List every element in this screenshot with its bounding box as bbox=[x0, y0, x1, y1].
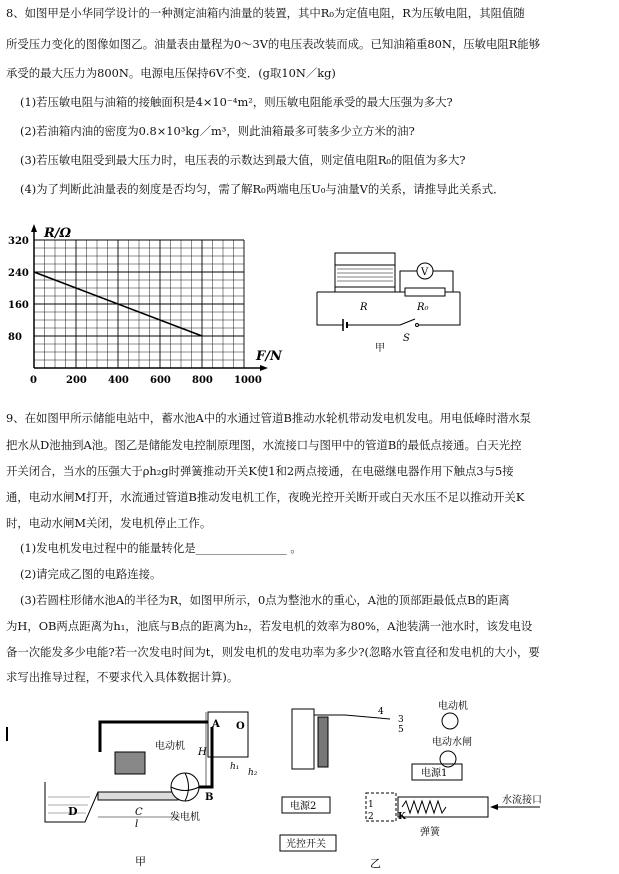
svg-text:电源2: 电源2 bbox=[290, 801, 317, 812]
svg-text:H: H bbox=[198, 747, 207, 758]
q9-sub-3c: 备一次能发多少电能?若一次发电时间为t，则发电机的发电功率为多少?(忽略水管直径和发电机的大小，要 bbox=[6, 645, 540, 659]
turbine bbox=[171, 773, 199, 801]
x-axis-label: F/N bbox=[256, 349, 282, 364]
pump-motor bbox=[115, 752, 145, 774]
svg-text:S: S bbox=[403, 333, 410, 344]
q8-sub-1: (1)若压敏电阻与油箱的接触面积是4×10⁻⁴m²，则压敏电阻能承受的最大压强为多大? bbox=[20, 95, 453, 109]
svg-text:4: 4 bbox=[378, 707, 384, 717]
q9-sub-3a: (3)若圆柱形储水池A的半径为R，如图甲所示，0点为整池水的重心，A池的顶部距最低点B的距离 bbox=[20, 593, 510, 607]
generator-label: 发电机 bbox=[170, 812, 200, 823]
pumped-storage-figure bbox=[40, 697, 270, 874]
motor-label: 电动机 bbox=[155, 741, 185, 752]
y-tick-label: 160 bbox=[8, 300, 29, 311]
q8-sub-2: (2)若油箱内油的密度为0.8×10³kg／m³，则此油箱最多可装多少立方米的油? bbox=[20, 124, 415, 138]
relay-coil bbox=[318, 717, 328, 767]
svg-text:D: D bbox=[68, 805, 78, 818]
pipe-C bbox=[98, 792, 178, 800]
svg-text:h₁: h₁ bbox=[230, 762, 240, 772]
svg-text:O: O bbox=[236, 721, 245, 732]
svg-text:l: l bbox=[135, 819, 139, 830]
electromagnet bbox=[292, 709, 314, 769]
q9-sub-3b: 为H，OB两点距离为h₁，池底与B点的距离为h₂，若发电机的效率为80%，A池装满一池水时，该发电设 bbox=[6, 619, 533, 633]
x-tick-label: 1000 bbox=[234, 375, 262, 386]
q9-line-3: 开关闭合，当水的压强大于ρh₂g时弹簧推动开关K使1和2两点接通，在电磁继电器作用下触点3与5接 bbox=[6, 464, 514, 478]
text-cursor bbox=[6, 727, 8, 741]
q8-sub-3: (3)若压敏电阻受到最大压力时，电压表的示数达到最大值，则定值电阻R₀的阻值为多大? bbox=[20, 153, 466, 167]
oil-hatching bbox=[337, 269, 393, 281]
q8-sub-4: (4)为了判断此油量表的刻度是否均匀，需了解R₀两端电压U₀与油量V的关系，请推导此关系式． bbox=[20, 182, 505, 196]
resistance-force-graph bbox=[0, 220, 300, 395]
x-tick-label: 200 bbox=[66, 375, 87, 386]
graph-grid bbox=[34, 240, 244, 368]
control-circuit-figure bbox=[270, 697, 615, 874]
svg-text:光控开关: 光控开关 bbox=[286, 839, 326, 850]
x-tick-label: 0 bbox=[30, 375, 37, 386]
svg-text:A: A bbox=[212, 719, 220, 730]
fig9a-caption: 甲 bbox=[135, 855, 146, 868]
fig9b-caption: 乙 bbox=[370, 857, 381, 870]
svg-text:V: V bbox=[421, 267, 429, 278]
q9-sub-3d: 求写出推导过程，不要求代入具体数据计算)。 bbox=[6, 670, 239, 684]
q9-line-5: 时，电动水闸M关闭，发电机停止工作。 bbox=[6, 516, 212, 530]
gate-label: 电动水闸 bbox=[432, 737, 472, 748]
q8-line-3: 承受的最大压力为800N。电源电压保持6V不变．(g取10N／kg) bbox=[6, 66, 336, 80]
x-tick-labels bbox=[30, 375, 262, 386]
label-R: R bbox=[360, 302, 368, 313]
y-tick-label: 80 bbox=[8, 332, 22, 343]
x-tick-label: 400 bbox=[108, 375, 129, 386]
motor-icon bbox=[442, 713, 458, 729]
svg-text:K: K bbox=[398, 812, 406, 822]
svg-text:C: C bbox=[135, 807, 143, 818]
spring bbox=[402, 801, 446, 813]
gate-icon bbox=[440, 751, 456, 767]
y-axis-arrow bbox=[31, 224, 37, 232]
inlet-label: 水流接口 bbox=[502, 795, 542, 806]
oil-tank-circuit-figure bbox=[305, 245, 475, 355]
q8-line-1: 8、如图甲是小华同学设计的一种测定油箱内油量的装置，其中R₀为定值电阻，R为压敏电阻，其阻值随 bbox=[6, 6, 525, 20]
motor-label: 电动机 bbox=[438, 701, 468, 712]
svg-text:h₂: h₂ bbox=[248, 768, 258, 778]
x-axis-arrow bbox=[260, 365, 268, 371]
label-R0: R₀ bbox=[417, 302, 429, 313]
q9-sub-1: (1)发电机发电过程中的能量转化是________________ 。 bbox=[20, 541, 302, 555]
svg-text:弹簧: 弹簧 bbox=[420, 827, 440, 838]
y-tick-label: 240 bbox=[8, 268, 29, 279]
x-tick-label: 800 bbox=[192, 375, 213, 386]
y-axis-label: R/Ω bbox=[44, 226, 72, 241]
pressure-sensor-R bbox=[335, 287, 395, 292]
resistor-R0 bbox=[405, 288, 445, 296]
svg-text:3: 3 bbox=[398, 715, 404, 725]
svg-text:5: 5 bbox=[398, 725, 404, 735]
y-tick-labels bbox=[8, 236, 29, 343]
svg-text:2: 2 bbox=[368, 812, 374, 822]
svg-text:电源1: 电源1 bbox=[421, 768, 448, 779]
q8-line-2: 所受压力变化的图像如图乙。油量表由量程为0～3V的电压表改装而成。已知油箱重80N，压敏电阻R能够 bbox=[6, 37, 541, 51]
q9-line-2: 把水从D池抽到A池。图乙是储能发电控制原理图，水流接口与图甲中的管道B的最低点接通。白天光控 bbox=[6, 438, 522, 452]
x-tick-label: 600 bbox=[150, 375, 171, 386]
y-tick-label: 320 bbox=[8, 236, 29, 247]
q9-line-1: 9、在如图甲所示储能电站中，蓄水池A中的水通过管道B推动水轮机带动发电机发电。用电低峰时潜水泵 bbox=[6, 411, 532, 425]
oil-tank bbox=[335, 253, 395, 287]
svg-text:B: B bbox=[205, 792, 214, 803]
q9-line-4: 通，电动水闸M打开，水流通过管道B推动发电机工作，夜晚光控开关断开或白天水压不足以推动开关K bbox=[6, 490, 525, 504]
q9-sub-2: (2)请完成乙图的电路连接。 bbox=[20, 567, 162, 581]
fig8-caption: 甲 bbox=[375, 343, 385, 354]
switch-S bbox=[400, 319, 415, 325]
svg-text:1: 1 bbox=[368, 800, 374, 810]
